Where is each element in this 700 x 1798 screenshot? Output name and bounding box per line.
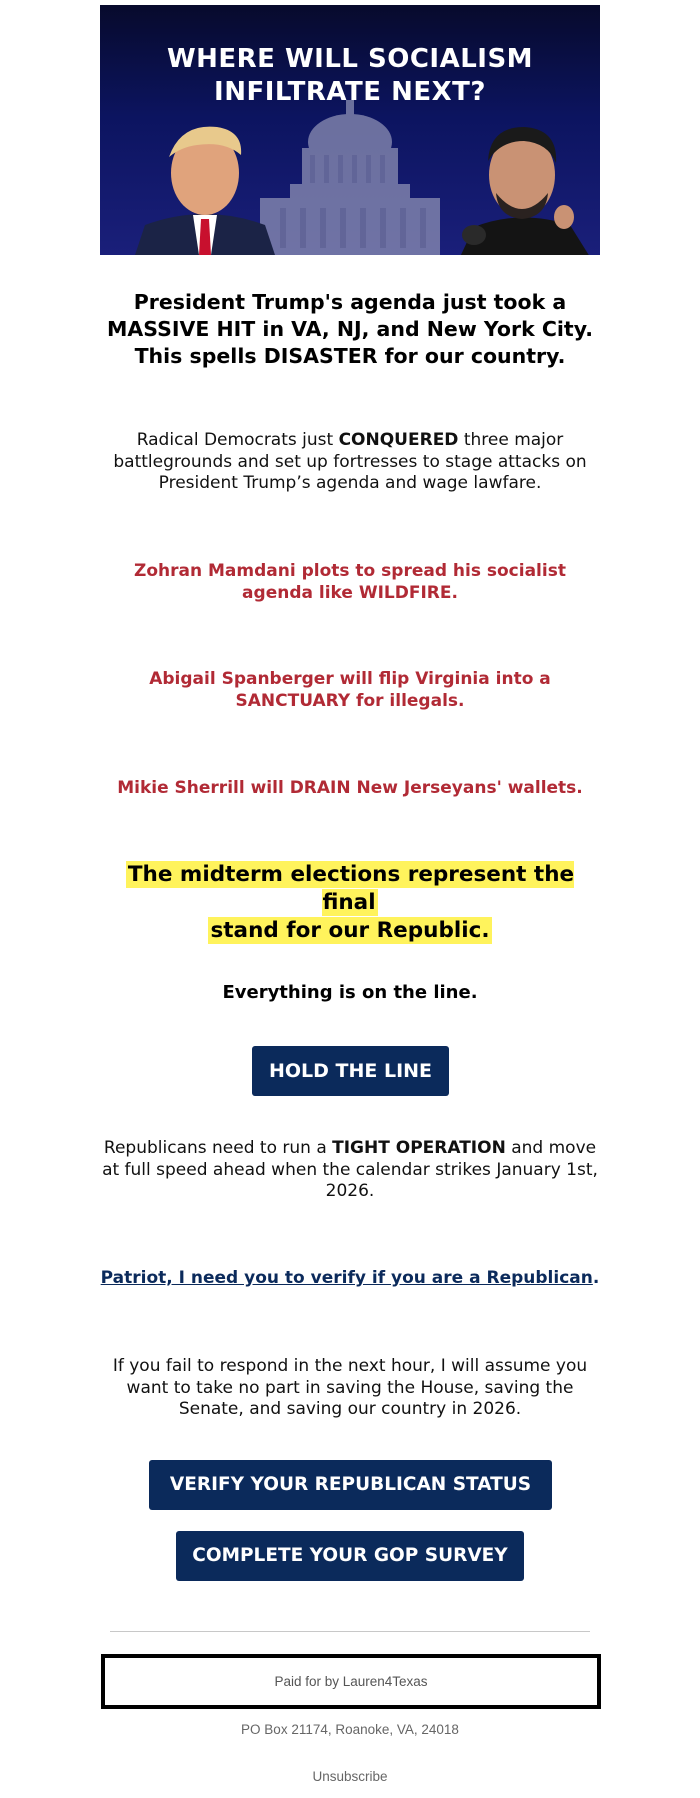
hero-title-line: WHERE WILL SOCIALISM — [166, 44, 534, 74]
point-spanberger: Abigail Spanberger will flip Virginia into a SANCTUARY for illegals. — [149, 669, 551, 711]
highlight-line: stand for our Republic. — [210, 918, 490, 943]
intro-text: Radical Democrats just — [136, 430, 339, 450]
capitol-building-image — [250, 100, 450, 255]
hero-title-line: INFILTRATE NEXT? — [214, 77, 486, 107]
unsubscribe-link[interactable]: Unsubscribe — [312, 1769, 388, 1784]
hold-the-line-button[interactable]: HOLD THE LINE — [252, 1046, 449, 1096]
highlight-line: The midterm elections represent the final — [127, 862, 575, 915]
hero-banner — [100, 5, 600, 255]
everything-on-line-text: Everything is on the line. — [222, 982, 478, 1003]
intro-paragraph — [100, 430, 600, 495]
headline-line: President Trump's agenda just took a — [133, 290, 567, 314]
footer-divider — [110, 1631, 590, 1632]
highlight-statement — [100, 861, 600, 945]
intro-emphasis: CONQUERED — [338, 430, 459, 450]
paid-for-disclaimer: Paid for by Lauren4Texas — [101, 1654, 601, 1709]
operation-text: Republicans need to run a — [103, 1138, 333, 1158]
intro-text: three major battlegrounds and set up fortresses to stage attacks on President Trump’s agenda and wage lawfare. — [113, 430, 587, 493]
hero-title — [100, 43, 600, 109]
point-mamdani: Zohran Mamdani plots to spread his socialist agenda like WILDFIRE. — [134, 561, 566, 603]
point-sherrill: Mikie Sherrill will DRAIN New Jerseyans' wallets. — [117, 778, 583, 798]
verify-status-button[interactable]: VERIFY YOUR REPUBLICAN STATUS — [149, 1460, 552, 1510]
verify-link-line — [100, 1267, 600, 1289]
mailing-address: PO Box 21174, Roanoke, VA, 24018 — [241, 1722, 459, 1737]
fail-paragraph: If you fail to respond in the next hour, I will assume you want to take no part in saving the House, saving the Senate, and saving our country in 2026. — [112, 1356, 588, 1419]
verify-republican-link[interactable]: Patriot, I need you to verify if you are a Republican — [100, 1268, 593, 1288]
operation-emphasis: TIGHT OPERATION — [332, 1138, 506, 1158]
operation-paragraph — [100, 1138, 600, 1203]
politician-right-photo — [440, 117, 600, 255]
headline-line: MASSIVE HIT in VA, NJ, and New York City. — [107, 317, 593, 341]
operation-text: and move at full speed ahead when the calendar strikes January 1st, 2026. — [102, 1138, 598, 1201]
headline — [100, 289, 600, 370]
verify-link-suffix: . — [592, 1268, 600, 1288]
gop-survey-button[interactable]: COMPLETE YOUR GOP SURVEY — [176, 1531, 524, 1581]
headline-line: This spells DISASTER for our country. — [134, 344, 566, 368]
politician-left-photo — [135, 115, 275, 255]
